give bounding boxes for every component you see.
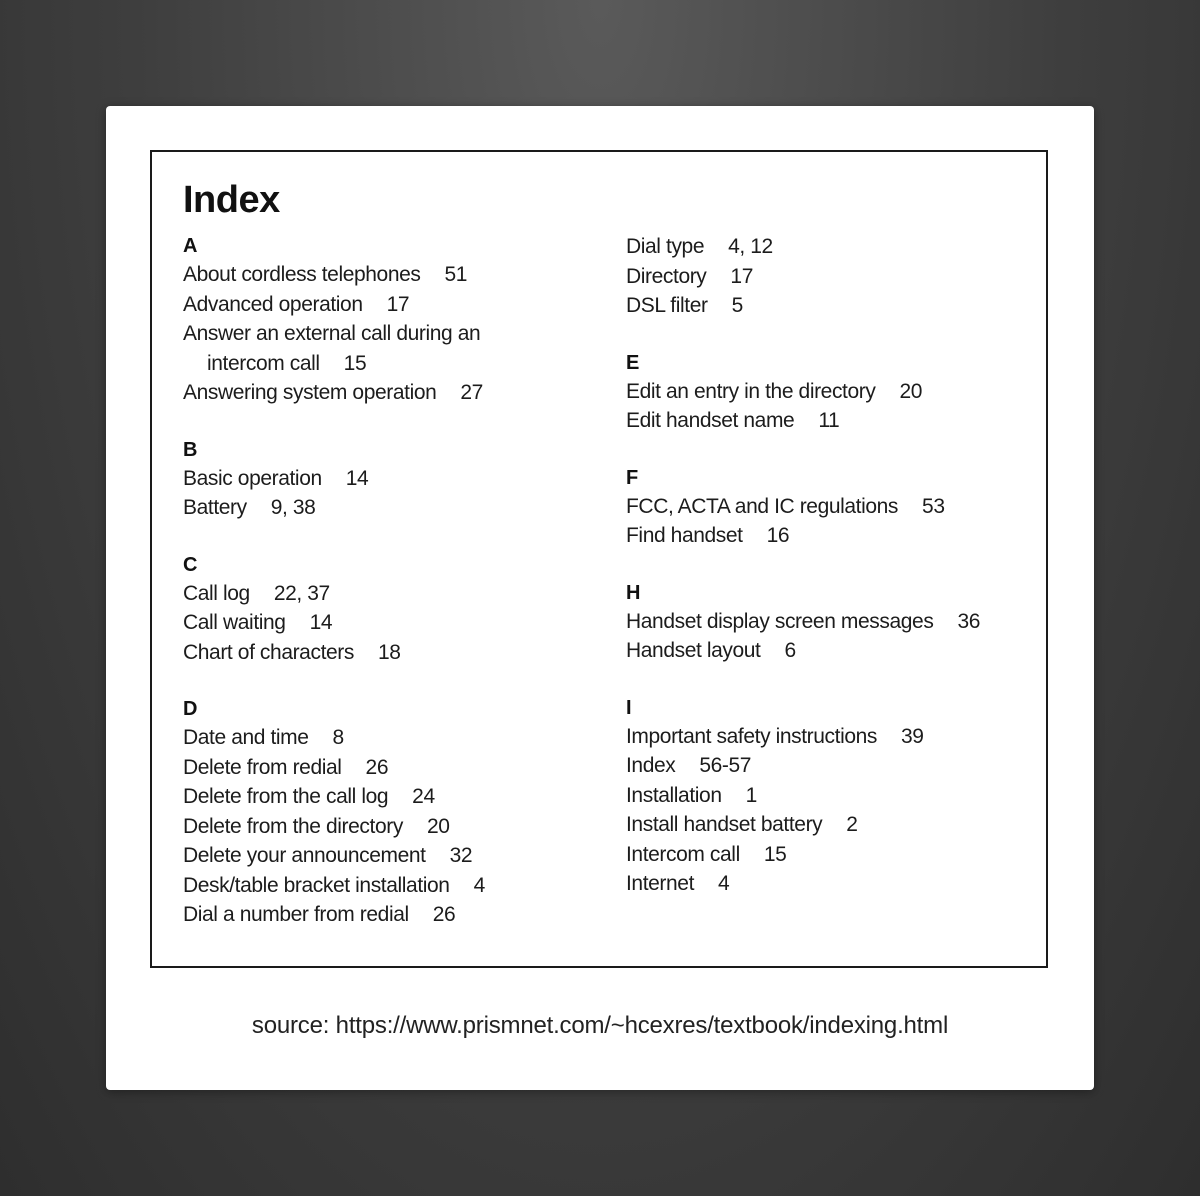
entry-pages: 18: [377, 640, 401, 664]
section-letter: B: [183, 438, 198, 461]
entry-pages: 20: [899, 379, 923, 403]
index-entry: [626, 810, 1046, 840]
index-column-right: [626, 232, 1046, 927]
document-card: [106, 106, 1094, 1090]
entry-pages: 53: [922, 494, 945, 518]
entry-continuation-text: intercom call: [207, 351, 320, 375]
entry-term: Delete your announcement: [183, 844, 426, 867]
index-entry: [183, 608, 593, 638]
entry-term: Edit an entry in the directory: [626, 379, 876, 403]
entry-pages: 11: [818, 409, 840, 432]
section-letter: C: [183, 553, 198, 576]
entry-term: FCC, ACTA and IC regulations: [626, 494, 899, 518]
entry-term: Edit handset name: [626, 409, 795, 432]
entry-term: Dial a number from redial: [183, 903, 409, 926]
section-letter: H: [626, 581, 641, 604]
entry-pages: 5: [731, 294, 743, 317]
index-entry: [183, 579, 593, 609]
entry-term: Date and time: [183, 726, 309, 749]
index-entry: [183, 871, 593, 901]
index-section: [626, 232, 1046, 321]
index-entry: [626, 262, 1046, 292]
entry-term: Intercom call: [626, 842, 740, 866]
index-entry: [183, 812, 593, 842]
index-entry: [626, 607, 1046, 637]
index-entry: [626, 781, 1046, 811]
entry-pages: 51: [444, 263, 468, 286]
entry-pages: 16: [766, 524, 790, 547]
index-section: [626, 694, 1046, 899]
entry-term: Handset display screen messages: [626, 609, 934, 633]
entry-pages: 6: [784, 639, 796, 662]
entry-pages: 4: [718, 872, 730, 895]
entry-term: Handset layout: [626, 639, 761, 662]
index-section: [183, 695, 593, 930]
entry-term: Internet: [626, 872, 695, 895]
entry-pages: 39: [901, 724, 924, 748]
entry-term: Index: [626, 754, 676, 777]
index-entry: [183, 378, 593, 408]
index-entry: [183, 723, 593, 753]
entry-pages: 4, 12: [728, 235, 773, 258]
index-entry: [183, 464, 593, 494]
entry-pages: 20: [426, 814, 450, 838]
entry-term: Find handset: [626, 524, 743, 547]
entry-term: Battery: [183, 496, 247, 519]
entry-pages: 17: [730, 264, 753, 288]
index-entry: [626, 751, 1046, 781]
entry-term: Answering system operation: [183, 381, 437, 404]
entry-pages: 9, 38: [270, 496, 316, 519]
entry-pages: 4: [473, 873, 485, 897]
section-letter: E: [626, 351, 639, 374]
index-entry: [183, 319, 593, 378]
index-entry: [626, 722, 1046, 752]
index-entry: [183, 841, 593, 871]
index-entry: [183, 638, 593, 668]
entry-term: About cordless telephones: [183, 263, 421, 286]
index-entry: [626, 869, 1046, 899]
index-entry: [626, 521, 1046, 551]
index-entry: [183, 900, 593, 930]
index-section: [626, 349, 1046, 436]
entry-term: DSL filter: [626, 294, 708, 317]
index-section: [183, 551, 593, 668]
index-entry: [626, 492, 1046, 522]
index-section: [183, 436, 593, 523]
entry-pages: 36: [957, 609, 980, 633]
entry-term: Delete from the directory: [183, 814, 403, 838]
entry-term: Desk/table bracket installation: [183, 873, 450, 897]
index-section: [626, 579, 1046, 666]
section-letter: D: [183, 698, 198, 720]
entry-term: Basic operation: [183, 466, 322, 490]
entry-pages: 26: [432, 903, 456, 926]
entry-pages: 15: [343, 351, 367, 375]
entry-term: Installation: [626, 783, 722, 807]
entry-term: Answer an external call during an: [183, 322, 481, 345]
entry-pages: 14: [309, 611, 333, 634]
source-caption: source: https://www.prismnet.com/~hcexres/textbook/indexing.html: [251, 1012, 949, 1039]
section-letter: F: [626, 466, 638, 489]
entry-pages: 56-57: [699, 754, 752, 777]
entry-pages: 27: [460, 381, 483, 404]
entry-pages: 24: [412, 785, 435, 808]
index-section: [626, 464, 1046, 551]
entry-pages: 32: [449, 844, 473, 867]
entry-term: Call waiting: [183, 611, 286, 634]
index-frame: [150, 150, 1048, 968]
entry-pages: 17: [386, 292, 410, 316]
index-entry: [626, 636, 1046, 666]
index-entry: [183, 493, 593, 523]
entry-term: Dial type: [626, 235, 705, 258]
entry-term-continuation: [183, 349, 593, 379]
index-entry: [626, 291, 1046, 321]
entry-pages: 1: [745, 783, 757, 807]
index-entry: [183, 260, 593, 290]
index-entry: [626, 406, 1046, 436]
index-entry: [626, 377, 1046, 407]
entry-pages: 8: [332, 726, 344, 749]
index-entry: [626, 232, 1046, 262]
entry-term: Delete from the call log: [183, 785, 389, 808]
index-entry: [183, 753, 593, 783]
entry-pages: 15: [763, 842, 787, 866]
entry-term: Chart of characters: [183, 640, 354, 664]
index-entry: [183, 290, 593, 320]
section-letter: A: [183, 235, 198, 257]
entry-pages: 2: [846, 813, 858, 836]
entry-term: Advanced operation: [183, 292, 363, 316]
entry-term: Call log: [183, 581, 250, 605]
index-title: Index: [183, 179, 280, 221]
entry-term: Directory: [626, 264, 707, 288]
entry-term: Delete from redial: [183, 755, 342, 779]
entry-pages: 14: [345, 466, 369, 490]
index-entry: [626, 840, 1046, 870]
entry-term: Install handset battery: [626, 813, 823, 836]
entry-pages: 22, 37: [273, 581, 330, 605]
entry-pages: 26: [365, 755, 389, 779]
index-column-left: [183, 232, 593, 958]
entry-term: Important safety instructions: [626, 724, 878, 748]
section-letter: I: [626, 696, 632, 719]
index-section: [183, 232, 593, 408]
index-entry: [183, 782, 593, 812]
